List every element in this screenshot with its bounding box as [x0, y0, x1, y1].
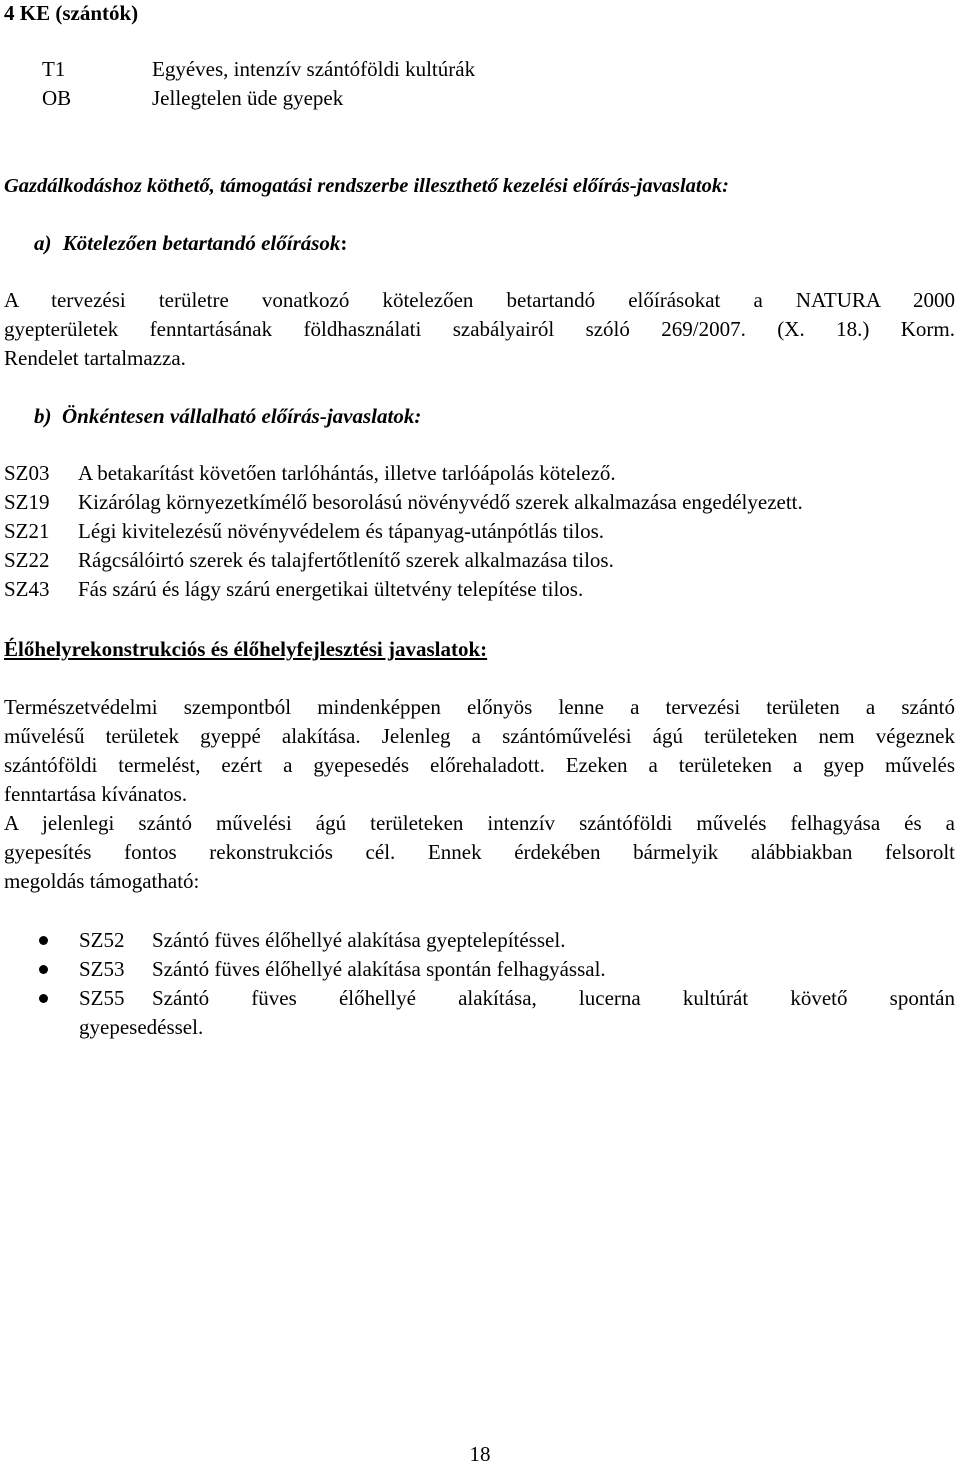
habitat-code-ob: OB [42, 86, 72, 110]
bullet-text-sz52: Szántó füves élőhellyé alakítása gyeptelepítéssel. [152, 928, 566, 952]
section-b-heading: b) Önkéntesen vállalható előírás-javaslatok: [34, 404, 422, 428]
reconstruction-p1-line-1: Természetvédelmi szempontból mindenképpen előnyös lenne a tervezési területen a szántó [4, 695, 955, 719]
bullet-icon [39, 936, 48, 945]
habitat-name-t1: Egyéves, intenzív szántóföldi kultúrák [152, 57, 476, 81]
reconstruction-heading: Élőhelyrekonstrukciós és élőhelyfejlesztési javaslatok: [4, 637, 488, 661]
reconstruction-p1-line-4: fenntartása kívánatos. [4, 782, 188, 806]
section-a-colon: : [340, 231, 348, 255]
section-a-line-1: A tervezési területre vonatkozó kötelezően betartandó előírásokat a NATURA 2000 [4, 288, 955, 312]
measure-text-sz43: Fás szárú és lágy szárú energetikai ültetvény telepítése tilos. [78, 577, 584, 601]
habitat-name-ob: Jellegtelen üde gyepek [152, 86, 344, 110]
measure-text-sz19: Kizárólag környezetkímélő besorolású növényvédő szerek alkalmazása engedélyezett. [78, 490, 803, 514]
bullet-code-sz55: SZ55 [79, 986, 125, 1010]
section-a-line-3: Rendelet tartalmazza. [4, 346, 186, 370]
measure-code-sz19: SZ19 [4, 490, 50, 514]
reconstruction-p1-line-3: szántóföldi termelést, ezért a gyepesedés előrehaladott. Ezeken a területeken a gyep művelés [4, 753, 955, 777]
measure-text-sz21: Légi kivitelezésű növényvédelem és tápanyag-utánpótlás tilos. [78, 519, 605, 543]
section-title: 4 KE (szántók) [4, 1, 139, 25]
habitat-code-t1: T1 [42, 57, 66, 81]
measure-code-sz21: SZ21 [4, 519, 50, 543]
measure-code-sz22: SZ22 [4, 548, 50, 572]
reconstruction-p2-line-3: megoldás támogatható: [4, 869, 200, 893]
bullet-icon [39, 994, 48, 1003]
bullet-code-sz52: SZ52 [79, 928, 125, 952]
page-number: 18 [469, 1442, 491, 1466]
bullet-text-sz55-line-2: gyepesedéssel. [79, 1015, 204, 1039]
measure-text-sz03: A betakarítást követően tarlóhántás, illetve tarlóápolás kötelező. [78, 461, 616, 485]
bullet-text-sz55-line-1: Szántó füves élőhellyé alakítása, lucerna kultúrát követő spontán [152, 986, 955, 1010]
section-a-letter: a) [34, 231, 52, 255]
bullet-text-sz53: Szántó füves élőhellyé alakítása spontán felhagyással. [152, 957, 606, 981]
section-a-heading [34, 229, 347, 258]
measure-code-sz43: SZ43 [4, 577, 50, 601]
bullet-icon [39, 965, 48, 974]
measure-code-sz03: SZ03 [4, 461, 50, 485]
reconstruction-p2-line-2: gyepesítés fontos rekonstrukciós cél. Ennek érdekében bármelyik alábbiakban felsorolt [4, 840, 955, 864]
section-a-line-2: gyepterületek fenntartásának földhasználati szabályairól szóló 269/2007. (X. 18.) Korm. [4, 317, 955, 341]
reconstruction-p2-line-1: A jelenlegi szántó művelési ágú területeken intenzív szántóföldi művelés felhagyása és a [4, 811, 955, 835]
measure-text-sz22: Rágcsálóirtó szerek és talajfertőtlenítő szerek alkalmazása tilos. [78, 548, 614, 572]
section-a-text: Kötelezően betartandó előírások [62, 231, 341, 255]
reconstruction-p1-line-2: művelésű területek gyeppé alakítása. Jelenleg a szántóművelési ágú területeken nem végeznek [4, 724, 955, 748]
management-heading: Gazdálkodáshoz köthető, támogatási rendszerbe illeszthető kezelési előírás-javaslatok: [4, 175, 729, 197]
bullet-code-sz53: SZ53 [79, 957, 125, 981]
